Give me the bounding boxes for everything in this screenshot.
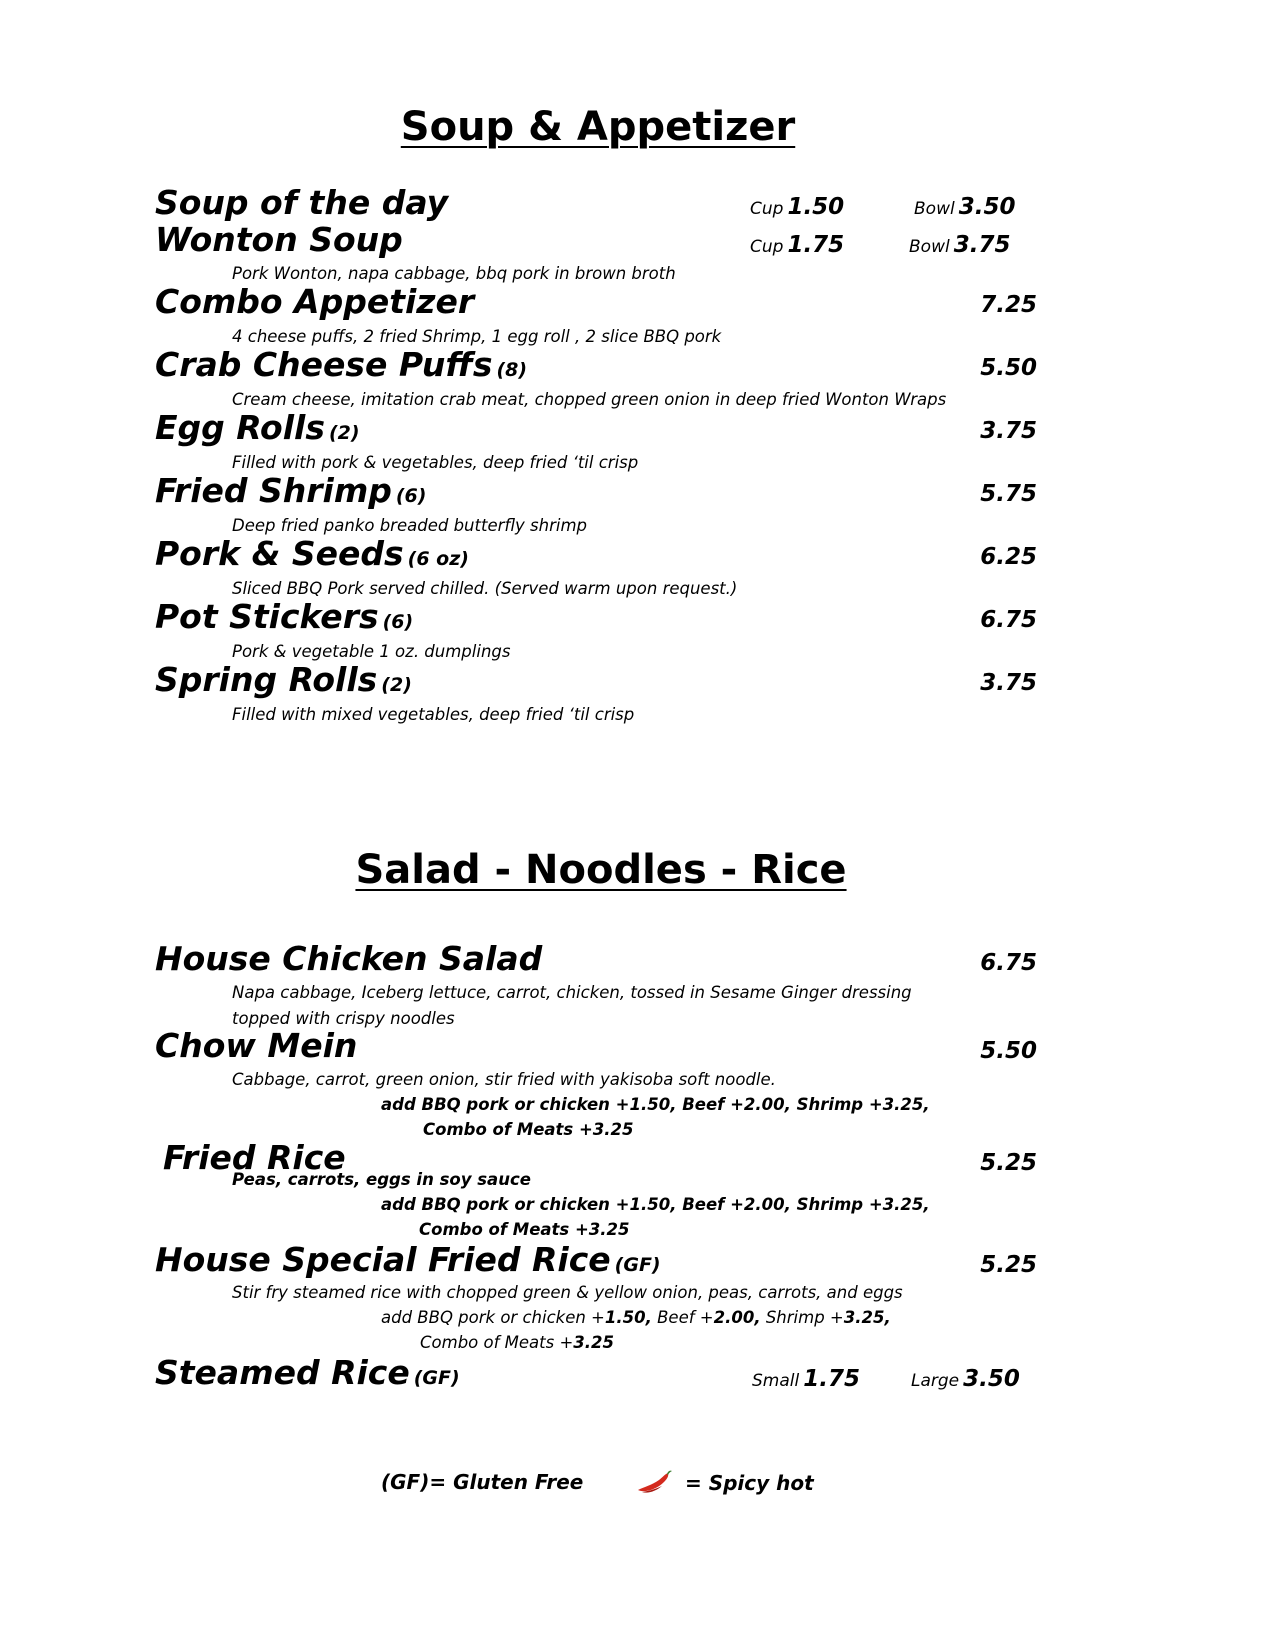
item-addon: Combo of Meats +3.25	[423, 1120, 634, 1139]
item-addon: add BBQ pork or chicken +1.50, Beef +2.00, Shrimp +3.25,	[381, 1308, 891, 1327]
item-name: Soup of the day	[155, 183, 449, 222]
item-description: 4 cheese puffs, 2 fried Shrimp, 1 egg roll , 2 slice BBQ pork	[232, 327, 722, 346]
item-description: Peas, carrots, eggs in soy sauce	[232, 1170, 531, 1189]
item-description: Pork & vegetable 1 oz. dumplings	[232, 642, 511, 661]
item-price: 5.50	[980, 355, 1037, 381]
item-name: House Special Fried Rice (GF)	[155, 1240, 661, 1279]
cup-price: Cup 1.75	[750, 232, 845, 258]
item-name: Spring Rolls (2)	[155, 660, 412, 699]
item-addon: add BBQ pork or chicken +1.50, Beef +2.00, Shrimp +3.25,	[381, 1095, 930, 1114]
item-price: 5.25	[980, 1150, 1037, 1176]
item-name: Chow Mein	[155, 1026, 358, 1065]
item-price: 5.50	[980, 1038, 1037, 1064]
item-name: Pork & Seeds (6 oz)	[155, 534, 469, 573]
item-price: 7.25	[980, 292, 1037, 318]
item-price: 5.25	[980, 1252, 1037, 1278]
item-price: 3.75	[980, 670, 1037, 696]
item-addon: add BBQ pork or chicken +1.50, Beef +2.00, Shrimp +3.25,	[381, 1195, 930, 1214]
item-name: Fried Shrimp (6)	[155, 471, 427, 510]
item-price: 6.75	[980, 950, 1037, 976]
item-description: Deep fried panko breaded butterfly shrimp	[232, 516, 588, 535]
item-price: 6.75	[980, 607, 1037, 633]
item-description: Cabbage, carrot, green onion, stir fried with yakisoba soft noodle.	[232, 1070, 776, 1089]
section-title-mains: Salad - Noodles - Rice	[355, 847, 847, 893]
item-description: Sliced BBQ Pork served chilled. (Served warm upon request.)	[232, 579, 738, 598]
legend-spicy: = Spicy hot	[634, 1468, 814, 1501]
section-title-appetizer: Soup & Appetizer	[400, 104, 796, 150]
bowl-price: Bowl 3.50	[914, 194, 1016, 220]
item-price: 6.25	[980, 544, 1037, 570]
item-name: Crab Cheese Puffs (8)	[155, 345, 528, 384]
item-description: Napa cabbage, Iceberg lettuce, carrot, chicken, tossed in Sesame Ginger dressing	[232, 983, 912, 1002]
item-price: 3.75	[980, 418, 1037, 444]
item-description: Stir fry steamed rice with chopped green & yellow onion, peas, carrots, and eggs	[232, 1283, 903, 1302]
bowl-price: Bowl 3.75	[909, 232, 1011, 258]
item-description: Cream cheese, imitation crab meat, chopped green onion in deep fried Wonton Wraps	[232, 390, 947, 409]
item-description: topped with crispy noodles	[232, 1009, 455, 1028]
large-price: Large 3.50	[911, 1366, 1020, 1392]
item-addon: Combo of Meats +3.25	[419, 1220, 630, 1239]
item-price: 5.75	[980, 481, 1037, 507]
item-name: Steamed Rice (GF)	[155, 1353, 460, 1392]
item-addon: Combo of Meats +3.25	[420, 1333, 615, 1352]
legend-gluten-free: (GF)= Gluten Free	[381, 1470, 584, 1494]
item-description: Filled with pork & vegetables, deep fried ‘til crisp	[232, 453, 639, 472]
item-name: Combo Appetizer	[155, 282, 475, 321]
small-price: Small 1.75	[752, 1366, 860, 1392]
item-description: Filled with mixed vegetables, deep fried ‘til crisp	[232, 705, 635, 724]
chili-pepper-icon	[634, 1468, 674, 1501]
item-name: Pot Stickers (6)	[155, 597, 414, 636]
item-name: Wonton Soup	[155, 220, 403, 259]
item-description: Pork Wonton, napa cabbage, bbq pork in brown broth	[232, 264, 676, 283]
item-name: House Chicken Salad	[155, 939, 543, 978]
cup-price: Cup 1.50	[750, 194, 845, 220]
item-name: Fried Rice	[163, 1138, 346, 1177]
item-name: Egg Rolls (2)	[155, 408, 360, 447]
